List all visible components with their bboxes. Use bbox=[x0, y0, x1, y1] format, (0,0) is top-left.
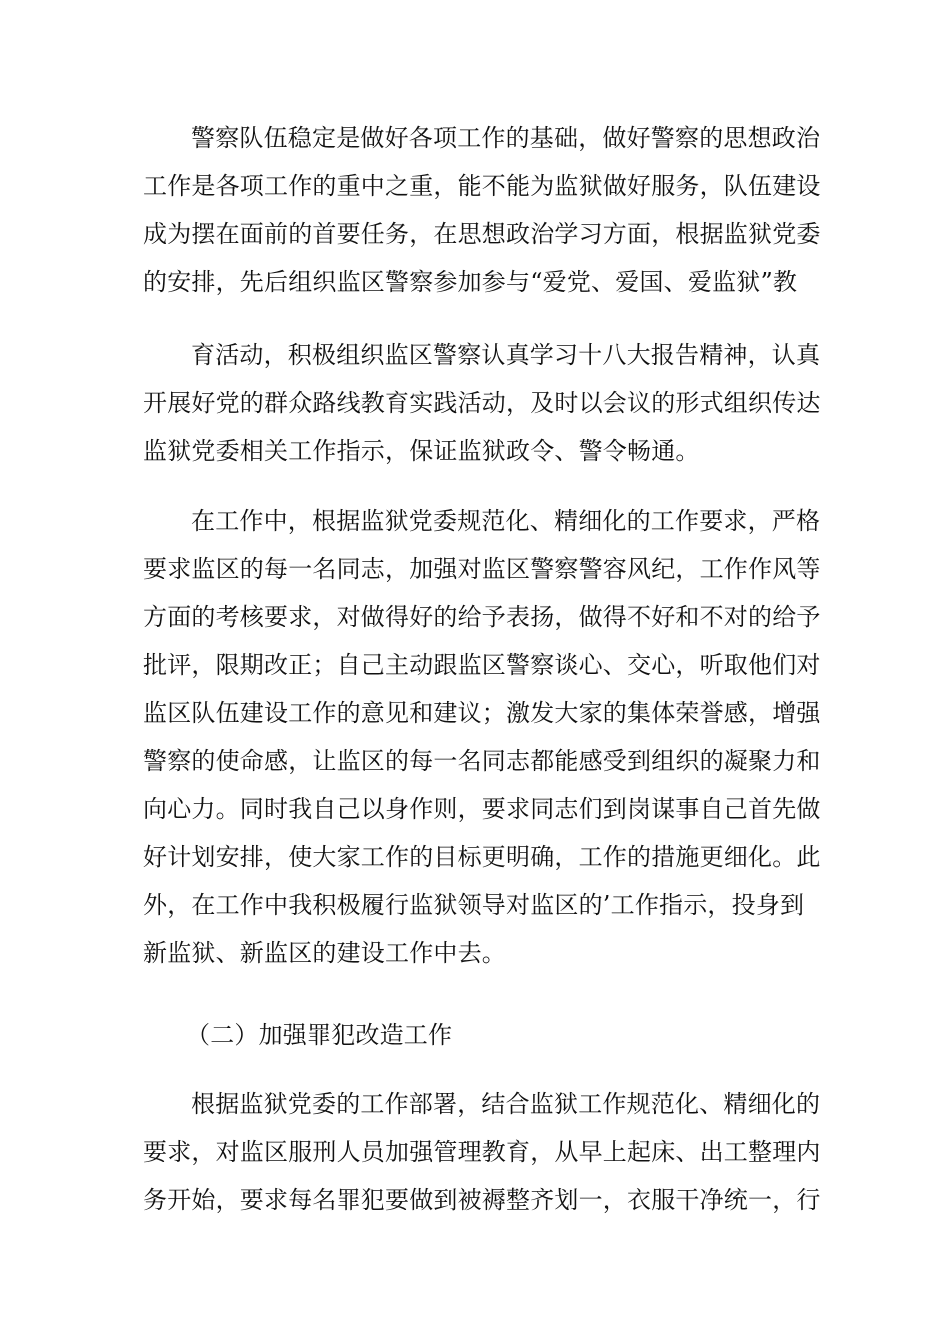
text-line: 警察队伍稳定是做好各项工作的基础，做好警察的思想政治 bbox=[191, 124, 821, 152]
paragraph-work-requirements bbox=[143, 497, 821, 977]
text-line: 育活动，积极组织监区警察认真学习十八大报告精神，认真 bbox=[191, 341, 821, 369]
text-line: 监区队伍建设工作的意见和建议；激发大家的集体荣誉感，增强 bbox=[143, 699, 821, 727]
text-line: 警察的使命感，让监区的每一名同志都能感受到组织的凝聚力和 bbox=[143, 747, 821, 775]
paragraph-police-team bbox=[143, 114, 821, 306]
paragraph-prisoner-reform bbox=[143, 1080, 821, 1224]
text-line: 在工作中，根据监狱党委规范化、精细化的工作要求，严格 bbox=[191, 507, 821, 535]
text-line: 要求监区的每一名同志，加强对监区警察警容风纪，工作作风等 bbox=[143, 555, 821, 583]
text-line: 要求，对监区服刑人员加强管理教育，从早上起床、出工整理内 bbox=[143, 1138, 821, 1166]
text-line: 成为摆在面前的首要任务，在思想政治学习方面，根据监狱党委 bbox=[143, 220, 821, 248]
text-line: 外，在工作中我积极履行监狱领导对监区的’工作指示，投身到 bbox=[143, 891, 805, 919]
text-line: 开展好党的群众路线教育实践活动，及时以会议的形式组织传达 bbox=[143, 389, 821, 417]
text-line: 根据监狱党委的工作部署，结合监狱工作规范化、精细化的 bbox=[191, 1090, 821, 1118]
paragraph-education-activities bbox=[143, 331, 821, 475]
text-line: 务开始，要求每名罪犯要做到被褥整齐划一，衣服干净统一，行 bbox=[143, 1186, 821, 1214]
text-line: 批评，限期改正；自己主动跟监区警察谈心、交心，听取他们对 bbox=[143, 651, 821, 679]
text-line: 工作是各项工作的重中之重，能不能为监狱做好服务，队伍建设 bbox=[143, 172, 821, 200]
text-line: 方面的考核要求，对做得好的给予表扬，做得不好和不对的给予 bbox=[143, 603, 821, 631]
text-line: 的安排，先后组织监区警察参加参与“爱党、爱国、爱监狱”教 bbox=[143, 268, 798, 296]
text-line: 好计划安排，使大家工作的目标更明确，工作的措施更细化。此 bbox=[143, 843, 821, 871]
text-line: 新监狱、新监区的建设工作中去。 bbox=[143, 939, 506, 967]
section-heading: （二）加强罪犯改造工作 bbox=[186, 1021, 453, 1049]
text-line: 向心力。同时我自己以身作则，要求同志们到岗谋事自己首先做 bbox=[143, 795, 821, 823]
text-line: 监狱党委相关工作指示，保证监狱政令、警令畅通。 bbox=[143, 437, 700, 465]
